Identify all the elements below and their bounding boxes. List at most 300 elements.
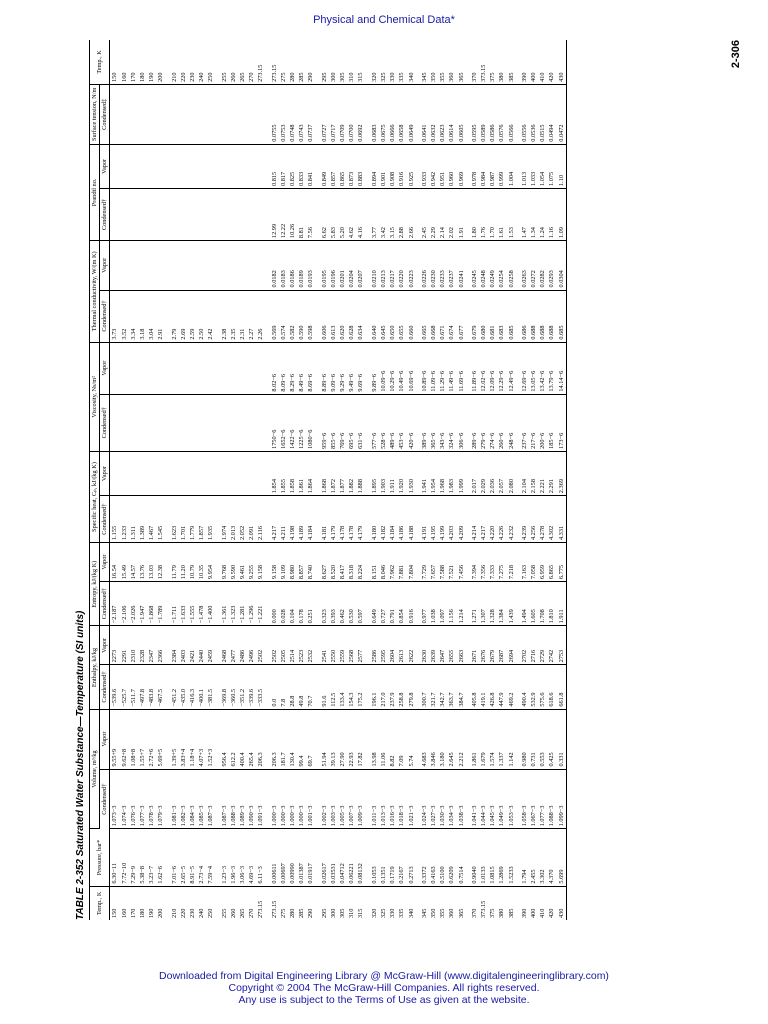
- table-cell: 4.256: [529, 496, 538, 543]
- table-cell: 7.962: [388, 543, 397, 582]
- table-cell: 0.791: [388, 582, 397, 626]
- table-cell: 2.29: [429, 189, 438, 241]
- table-cell: 330: [388, 40, 397, 84]
- table-cell: 210: [170, 908, 178, 918]
- table-cell: 0.0210: [370, 241, 379, 290]
- table-cell: 0.0566: [507, 84, 520, 144]
- table-cell: 1.18+4: [188, 709, 197, 769]
- table-row: [247, 40, 256, 920]
- table-cell: 2753: [557, 626, 567, 665]
- table-cell: 342.7: [438, 665, 447, 709]
- table-cell: 4.214: [470, 496, 479, 543]
- table-cell: [206, 394, 219, 451]
- table-cell: 22.93: [347, 709, 356, 769]
- table-cell: 0.688: [529, 290, 538, 342]
- table-cell: 280: [289, 908, 297, 918]
- table-cell: 2.27: [247, 290, 256, 342]
- table-cell: 0.01387: [297, 829, 306, 886]
- table-cell: [238, 144, 247, 188]
- table-row: [129, 40, 138, 920]
- table-row: [538, 40, 547, 920]
- table-cell: 1.679: [479, 709, 488, 769]
- table-cell: 1225−6: [297, 394, 306, 451]
- table-cell: 0.686: [520, 290, 529, 342]
- table-row: [279, 40, 288, 920]
- table-cell: 0.628: [347, 290, 356, 342]
- table-cell: 2.455: [529, 829, 538, 886]
- table-cell: 489−6: [388, 394, 397, 451]
- table-cell: 0.0717: [329, 84, 338, 144]
- table-cell: 10.79: [188, 543, 197, 582]
- table-cell: 1.623: [170, 496, 179, 543]
- table-cell: 0.606: [320, 290, 329, 342]
- table-cell: 4.203: [447, 496, 456, 543]
- table-cell: 0.916: [397, 144, 406, 188]
- table-cell: 0.613: [329, 290, 338, 342]
- table-cell: 279.8: [407, 665, 420, 709]
- table-cell: 13.05−6: [529, 342, 538, 394]
- table-cell: 1.053−3: [507, 769, 520, 829]
- table-cell: 9.590: [229, 543, 238, 582]
- table-cell: 0.462: [338, 582, 347, 626]
- table-cell: 0.0233: [438, 241, 447, 290]
- table-cell: 310: [347, 40, 356, 84]
- table-cell: 0.873: [347, 144, 356, 188]
- table-cell: 220: [179, 908, 187, 918]
- table-cell: 1.868: [320, 451, 329, 495]
- table-cell: 0.0204: [347, 241, 356, 290]
- sub-vapor: Vapor: [100, 144, 110, 188]
- table-cell: 8.69−6: [306, 342, 319, 394]
- table-cell: [238, 84, 247, 144]
- table-cell: 7.456: [457, 543, 470, 582]
- table-cell: 1.076−3: [129, 769, 138, 829]
- table-cell: 1.049−3: [497, 769, 506, 829]
- table-cell: 27.90: [338, 709, 347, 769]
- table-cell: 1.930: [407, 451, 420, 495]
- table-cell: 170: [129, 40, 138, 84]
- table-cell: 1.090−3: [247, 769, 256, 829]
- table-cell: 1.794: [520, 829, 529, 886]
- table-cell: 2421: [188, 626, 197, 665]
- table-cell: [206, 189, 219, 241]
- table-row: [447, 40, 456, 920]
- table-cell: 0.0753: [279, 84, 288, 144]
- table-cell: 2.291: [547, 451, 556, 495]
- table-cell: [238, 342, 247, 394]
- table-cell: 1.088−3: [547, 769, 556, 829]
- table-cell: 4.331: [557, 496, 567, 543]
- table-cell: 0.323: [320, 582, 329, 626]
- table-cell: 175.2: [356, 665, 369, 709]
- table-cell: 270: [247, 40, 256, 84]
- table-cell: 0.0743: [297, 84, 306, 144]
- table-cell: [238, 451, 247, 495]
- table-cell: 265: [238, 40, 247, 84]
- table-cell: 1.079−3: [156, 769, 169, 829]
- table-cell: 0.0494: [547, 84, 556, 144]
- table-cell: 170: [129, 908, 137, 918]
- sub-condensed: Condensed†: [100, 582, 110, 626]
- col-specific-heat: Specific heat, Cₚ, kJ/(kg K): [90, 451, 100, 542]
- table-cell: 2.158: [529, 451, 538, 495]
- table-cell: [247, 342, 256, 394]
- table-cell: 0.0700: [347, 84, 356, 144]
- table-cell: 340: [407, 40, 420, 84]
- table-cell: 1.038−3: [457, 769, 470, 829]
- table-cell: 375: [488, 40, 497, 84]
- table-cell: 295: [320, 40, 329, 84]
- table-cell: 2604: [388, 626, 397, 665]
- table-cell: 1750−6: [270, 394, 279, 451]
- table-cell: 2.66: [407, 189, 420, 241]
- table-cell: 410: [539, 908, 547, 918]
- table-cell: 360: [447, 40, 456, 84]
- table-cell: 0.331: [557, 709, 567, 769]
- table-cell: −1.323: [229, 582, 238, 626]
- table-cell: 0.425: [547, 709, 556, 769]
- table-cell: 1.082−3: [179, 769, 188, 829]
- table-cell: [197, 189, 206, 241]
- table-cell: 290: [306, 40, 319, 84]
- table-cell: −1.789: [156, 582, 169, 626]
- table-cell: 4.226: [497, 496, 506, 543]
- table-cell: −400.1: [197, 665, 206, 709]
- sub-condensed: Condensed†: [100, 189, 110, 241]
- table-cell: 11.20: [179, 543, 188, 582]
- table-cell: 3.42: [379, 189, 388, 241]
- table-cell: 3.34: [129, 290, 138, 342]
- table-cell: 420−6: [407, 394, 420, 451]
- table-cell: 1.003−3: [329, 769, 338, 829]
- table-cell: 0.933: [420, 144, 429, 188]
- table-cell: 12.69−6: [520, 342, 529, 394]
- table-cell: 9.158: [270, 543, 279, 582]
- footer-line: Copyright © 2004 The McGraw-Hill Companies. All rights reserved.: [228, 982, 540, 994]
- table-cell: [206, 241, 219, 290]
- table-cell: 230: [189, 908, 197, 918]
- table-cell: 2.080: [507, 451, 520, 495]
- table-cell: 280: [288, 40, 297, 84]
- table-cell: 345: [420, 40, 429, 84]
- table-cell: [229, 394, 238, 451]
- table-cell: [110, 189, 120, 241]
- table-cell: 1.39+5: [170, 709, 179, 769]
- table-cell: −360.5: [229, 665, 238, 709]
- table-cell: 1.067−3: [529, 769, 538, 829]
- table-cell: 0.0755: [270, 84, 279, 144]
- table-row: [306, 40, 319, 920]
- table-cell: 4.188: [407, 496, 420, 543]
- col-temp: Temp., K: [90, 886, 110, 920]
- table-cell: 1.091−3: [256, 769, 269, 829]
- table-cell: [197, 394, 206, 451]
- col-enthalpy: Enthalpy, kJ/kg: [90, 626, 100, 709]
- table-cell: [170, 189, 179, 241]
- table-cell: 0.901: [379, 144, 388, 188]
- table-cell: 265.4: [247, 709, 256, 769]
- table-cell: 3.302: [538, 829, 547, 886]
- table-cell: 2541: [320, 626, 329, 665]
- table-cell: 185−6: [547, 394, 556, 451]
- table-cell: 0.978: [470, 144, 479, 188]
- table-cell: 0.0748: [288, 84, 297, 144]
- table-cell: 8.417: [338, 543, 347, 582]
- table-cell: 150: [110, 40, 120, 84]
- table-cell: 0.0737: [306, 84, 319, 144]
- table-cell: 0.00697: [279, 829, 288, 886]
- table-cell: 7.01−6: [170, 829, 179, 886]
- table-cell: 0.0237: [447, 241, 456, 290]
- table-cell: 160: [120, 908, 128, 918]
- table-cell: 1.96−3: [229, 829, 238, 886]
- table-cell: 270: [248, 908, 256, 918]
- table-cell: [156, 342, 169, 394]
- table-row: [438, 40, 447, 920]
- table-cell: [129, 451, 138, 495]
- table-cell: [147, 342, 156, 394]
- table-row: [179, 40, 188, 920]
- table-cell: [220, 189, 229, 241]
- table-cell: 4.189: [297, 496, 306, 543]
- table-cell: [247, 394, 256, 451]
- table-cell: [147, 189, 156, 241]
- table-cell: [110, 241, 120, 290]
- table-cell: 4.683: [420, 709, 429, 769]
- table-cell: 1.384: [497, 582, 506, 626]
- table-cell: 8.318: [347, 543, 356, 582]
- sub-condensed: Condensed†: [100, 496, 110, 543]
- table-cell: 1.004: [507, 144, 520, 188]
- table-cell: 0.597: [356, 582, 369, 626]
- table-cell: 324−6: [447, 394, 456, 451]
- table-cell: 2.369: [557, 451, 567, 495]
- table-cell: 1.08+8: [129, 709, 138, 769]
- table-cell: 1.011−3: [370, 769, 379, 829]
- table-cell: 9.49−6: [347, 342, 356, 394]
- table-cell: 240: [198, 908, 206, 918]
- table-cell: 9.954: [206, 543, 219, 582]
- table-cell: [129, 84, 138, 144]
- table-cell: 1.439: [507, 582, 520, 626]
- table-cell: 8.02−6: [270, 342, 279, 394]
- table-cell: 1.5233: [507, 829, 520, 886]
- table-cell: 0.178: [297, 582, 306, 626]
- table-cell: 1.021−3: [407, 769, 420, 829]
- table-cell: 2.59: [188, 290, 197, 342]
- table-cell: [197, 342, 206, 394]
- table-cell: 4.198: [288, 496, 297, 543]
- table-cell: 1.024−3: [420, 769, 429, 829]
- table-cell: −1.711: [170, 582, 179, 626]
- table-cell: 2366: [156, 626, 169, 665]
- table-cell: 0.0248: [479, 241, 488, 290]
- table-cell: 6.959: [538, 543, 547, 582]
- table-cell: 1.877: [338, 451, 347, 495]
- table-cell: 0.668: [429, 290, 438, 342]
- table-cell: 385: [507, 908, 515, 918]
- table-cell: 11.06: [379, 709, 388, 769]
- table-cell: [188, 451, 197, 495]
- table-cell: 300: [329, 908, 337, 918]
- table-cell: 1.52+3: [206, 709, 219, 769]
- table-cell: 130.4: [288, 709, 297, 769]
- table-cell: [110, 394, 120, 451]
- table-cell: 0.0515: [538, 84, 547, 144]
- table-cell: [129, 144, 138, 188]
- table-cell: 0.0658: [397, 84, 406, 144]
- table-cell: [238, 189, 247, 241]
- table-cell: 273.15: [270, 40, 279, 84]
- table-row: [488, 40, 497, 920]
- table-cell: 2.104: [520, 451, 529, 495]
- table-cell: 0.984: [479, 144, 488, 188]
- table-cell: 345: [420, 908, 428, 918]
- table-cell: 2310: [129, 626, 138, 665]
- table-cell: −1.555: [188, 582, 197, 626]
- table-cell: [138, 394, 147, 451]
- table-cell: 1.70: [488, 189, 497, 241]
- table-cell: 230: [188, 40, 197, 84]
- water-properties-table: [89, 40, 567, 920]
- table-cell: 1.142: [507, 709, 520, 769]
- table-cell: 390: [520, 40, 529, 84]
- table-cell: 1.34: [529, 189, 538, 241]
- table-cell: 400: [529, 40, 538, 84]
- table-cell: 370: [470, 40, 479, 84]
- table-cell: 0.0230: [429, 241, 438, 290]
- table-cell: [197, 241, 206, 290]
- table-cell: 196.1: [370, 665, 379, 709]
- table-cell: 206.3: [270, 709, 279, 769]
- table-cell: −1.633: [179, 582, 188, 626]
- table-cell: 335: [398, 908, 406, 918]
- table-cell: 7.058: [529, 543, 538, 582]
- table-cell: 2.72+6: [147, 709, 156, 769]
- table-cell: 3.846: [429, 709, 438, 769]
- table-cell: 2694: [507, 626, 520, 665]
- table-cell: 0.553: [538, 709, 547, 769]
- table-cell: 0.674: [447, 290, 456, 342]
- table-cell: 180: [138, 40, 147, 84]
- table-cell: 0.655: [397, 290, 406, 342]
- table-cell: 2403: [179, 626, 188, 665]
- table-cell: −1.478: [197, 582, 206, 626]
- table-cell: 9.255: [247, 543, 256, 582]
- table-cell: 9.29−6: [338, 342, 347, 394]
- table-cell: 2347: [147, 626, 156, 665]
- table-cell: 2273: [110, 626, 120, 665]
- table-cell: 200: [157, 908, 165, 918]
- table-cell: 2702: [520, 626, 529, 665]
- table-cell: 370: [470, 908, 478, 918]
- table-cell: [256, 144, 269, 188]
- table-row: [156, 40, 169, 920]
- table-cell: 6.775: [557, 543, 567, 582]
- table-cell: 1.864: [306, 451, 319, 495]
- table-cell: 10.89−6: [420, 342, 429, 394]
- table-cell: 2328: [138, 626, 147, 665]
- table-cell: 1.099−3: [557, 769, 567, 829]
- table-cell: 1.007−3: [347, 769, 356, 829]
- table-cell: 49.8: [297, 665, 306, 709]
- table-cell: 3.04: [147, 290, 156, 342]
- table-cell: [206, 342, 219, 394]
- table-row: [188, 40, 197, 920]
- col-volume: Volume, m³/kg: [90, 709, 100, 829]
- table-cell: [156, 84, 169, 144]
- table-cell: 2502: [270, 626, 279, 665]
- table-cell: 273.15: [256, 40, 269, 84]
- table-cell: [256, 342, 269, 394]
- table-cell: 1.041−3: [470, 769, 479, 829]
- table-cell: 7.729: [420, 543, 429, 582]
- table-cell: 4.186: [397, 496, 406, 543]
- table-cell: 8.520: [329, 543, 338, 582]
- table-cell: [110, 342, 120, 394]
- table-cell: 0.6209: [447, 829, 456, 886]
- table-cell: 0.620: [338, 290, 347, 342]
- table-cell: 1.013−3: [379, 769, 388, 829]
- table-row: [206, 40, 219, 920]
- table-cell: 1.09: [557, 189, 567, 241]
- table-cell: 2.35: [229, 290, 238, 342]
- table-cell: 325: [379, 40, 388, 84]
- table-cell: [110, 451, 120, 495]
- table-cell: 8.740: [306, 543, 319, 582]
- table-cell: 1.888: [356, 451, 369, 495]
- table-cell: 0.0213: [379, 241, 388, 290]
- table-cell: 315: [356, 40, 369, 84]
- table-cell: 1.089−3: [238, 769, 247, 829]
- table-cell: 330: [389, 908, 397, 918]
- table-cell: 2486: [238, 626, 247, 665]
- table-cell: 0.598: [306, 290, 319, 342]
- table-cell: 1.027−3: [429, 769, 438, 829]
- table-cell: 2.212: [457, 709, 470, 769]
- table-cell: 0.9040: [470, 829, 479, 886]
- sub-condensed-st: Condensed‡: [100, 84, 110, 144]
- table-cell: 0.685: [557, 290, 567, 342]
- table-cell: 385: [507, 40, 520, 84]
- table-cell: −511.7: [129, 665, 138, 709]
- table-cell: 1.895: [370, 451, 379, 495]
- table-row: [356, 40, 369, 920]
- table-cell: 0.815: [270, 144, 279, 188]
- table-cell: 2.65−5: [179, 829, 188, 886]
- table-cell: 315: [357, 908, 365, 918]
- table-cell: 1.872: [329, 451, 338, 495]
- table-cell: 3.52: [120, 290, 129, 342]
- table-cell: 2.013: [229, 496, 238, 543]
- table-cell: 4.179: [356, 496, 369, 543]
- table-cell: [206, 451, 219, 495]
- table-cell: 2550: [329, 626, 338, 665]
- table-cell: 11.49−6: [447, 342, 456, 394]
- table-cell: 2671: [470, 626, 479, 665]
- table-cell: 3.15: [388, 189, 397, 241]
- table-cell: [256, 84, 269, 144]
- table-row: [320, 40, 329, 920]
- table-cell: 0.640: [370, 290, 379, 342]
- table-cell: [147, 144, 156, 188]
- table-cell: [247, 84, 256, 144]
- table-cell: 0.582: [288, 290, 297, 342]
- table-cell: 350: [429, 40, 438, 84]
- table-cell: 0.0217: [388, 241, 397, 290]
- table-cell: 0.251: [306, 582, 319, 626]
- table-cell: 1.10: [557, 144, 567, 188]
